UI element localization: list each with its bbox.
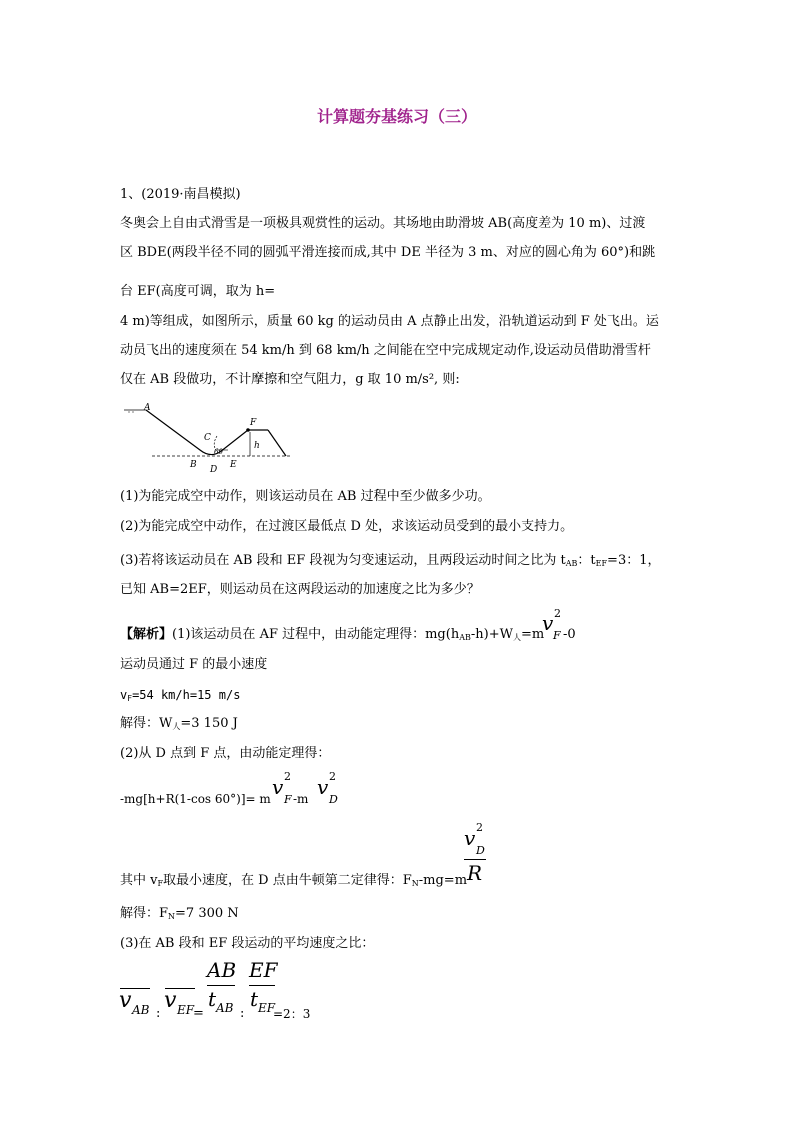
minus-m: -m <box>293 792 309 806</box>
frac-numerator-v: v <box>464 826 476 850</box>
frac-t: t <box>250 987 259 1011</box>
question-line-1: 冬奥会上自由式滑雪是一项极具观赏性的运动。其场地由助滑坡 AB(高度差为 10 m)、过渡 <box>120 216 646 231</box>
vF-term: v <box>272 775 284 799</box>
ski-track-figure <box>120 400 300 478</box>
sub-question-1: (1)为能完成空中动作，则该运动员在 AB 过程中至少做多少功。 <box>120 489 491 504</box>
vD-term: v <box>317 775 329 799</box>
exponent-2: 2 <box>284 770 291 783</box>
subscript-EF: EF <box>258 1001 276 1015</box>
solution-line-2: 运动员通过 F 的最小速度 <box>120 657 268 672</box>
question-line-3: 台 EF(高度可调，取为 h= <box>120 284 276 299</box>
figure-label: E <box>230 460 237 470</box>
solution-line-8: 解得：$F_N=7$ 300 N <box>120 906 239 921</box>
fraction-bar <box>249 985 275 986</box>
sub-question-3: (3)若将该运动员在 AB 段和 EF 段视为匀变速运动，且两段运动时间之比为 $t_{AB}$：$t_{EF}=3$：1， <box>120 553 661 568</box>
vF2-term: v <box>542 611 554 635</box>
solution-line-1: 【解析】(1)该运动员在 AF 过程中，由动能定理得：$mg(h_{AB}-h)+W_人=m$ <box>120 627 545 642</box>
v-bar-AB: v <box>119 988 132 1013</box>
subscript-D: D <box>329 793 338 806</box>
solution-line-7: 其中 $v_F$取最小速度，在 D 点由牛顿第二定律得：$F_N-mg=m$ <box>120 873 468 888</box>
minus-zero: -0 <box>563 627 576 642</box>
page-title: 计算题夯基练习（三） <box>316 107 477 126</box>
subscript-EF: EF <box>177 1003 195 1017</box>
subscript-F: F <box>284 793 292 806</box>
exponent-2: 2 <box>329 770 336 783</box>
solution-line-3: $v_F=54$ km/h=15 m/s <box>120 688 241 703</box>
question-line-5: 动员飞出的速度须在 54 km/h 到 68 km/h 之间能在空中完成规定动作,设运动员借助滑雪杆 <box>120 343 651 358</box>
figure-label: D <box>210 465 218 475</box>
ratio-result: =2：3 <box>273 1007 311 1021</box>
figure-label: F <box>250 418 257 428</box>
frac-AB: AB <box>207 958 237 982</box>
question-line-6: 仅在 AB 段做功，不计摩擦和空气阻力，g 取 10 m/s², 则: <box>120 372 460 387</box>
question-line-4: 4 m)等组成，如图所示，质量 60 kg 的运动员由 A 点静止出发，沿轨道运动到 F 处飞出。运 <box>120 314 659 329</box>
subscript-AB: AB <box>216 1001 234 1015</box>
v-bar-EF: v <box>164 988 177 1013</box>
equals: = <box>193 1006 204 1021</box>
colon: : <box>156 1006 161 1021</box>
frac-denominator-R: R <box>467 861 483 885</box>
solution-line-5: (2)从 D 点到 F 点，由动能定理得： <box>120 746 331 761</box>
question-line-2: 区 BDE(两段半径不同的圆弧平滑连接而成,其中 DE 半径为 3 m、对应的圆心角为 60°)和跳 <box>120 245 656 260</box>
fraction-bar <box>464 859 486 860</box>
fraction-bar <box>207 985 235 986</box>
question-number: 1、(2019·南昌模拟) <box>120 187 241 202</box>
figure-label: B <box>190 460 197 470</box>
subscript-F: F <box>553 629 561 642</box>
solution-line-9: (3)在 AB 段和 EF 段运动的平均速度之比： <box>120 936 375 951</box>
figure-label: 60 <box>214 448 223 456</box>
sub-question-3-cont: 已知 AB=2EF，则运动员在这两段运动的加速度之比为多少？ <box>120 582 480 597</box>
solution-line-6: -mg[h+R(1-cos 60°)]= m <box>120 792 271 806</box>
figure-label: h <box>254 441 260 451</box>
subscript-AB: AB <box>132 1003 150 1017</box>
sub-question-2: (2)为能完成空中动作，在过渡区最低点 D 处，求该运动员受到的最小支持力。 <box>120 519 574 534</box>
subscript-D: D <box>476 844 485 857</box>
figure-label: A <box>144 403 151 413</box>
frac-t: t <box>208 987 217 1011</box>
figure-label: C <box>204 433 211 443</box>
exponent-2: 2 <box>476 821 483 834</box>
colon: : <box>240 1006 245 1021</box>
exponent-2: 2 <box>554 607 561 620</box>
solution-line-4: 解得：$W_人=3$ 150 J <box>120 716 238 731</box>
frac-EF: EF <box>249 958 278 982</box>
